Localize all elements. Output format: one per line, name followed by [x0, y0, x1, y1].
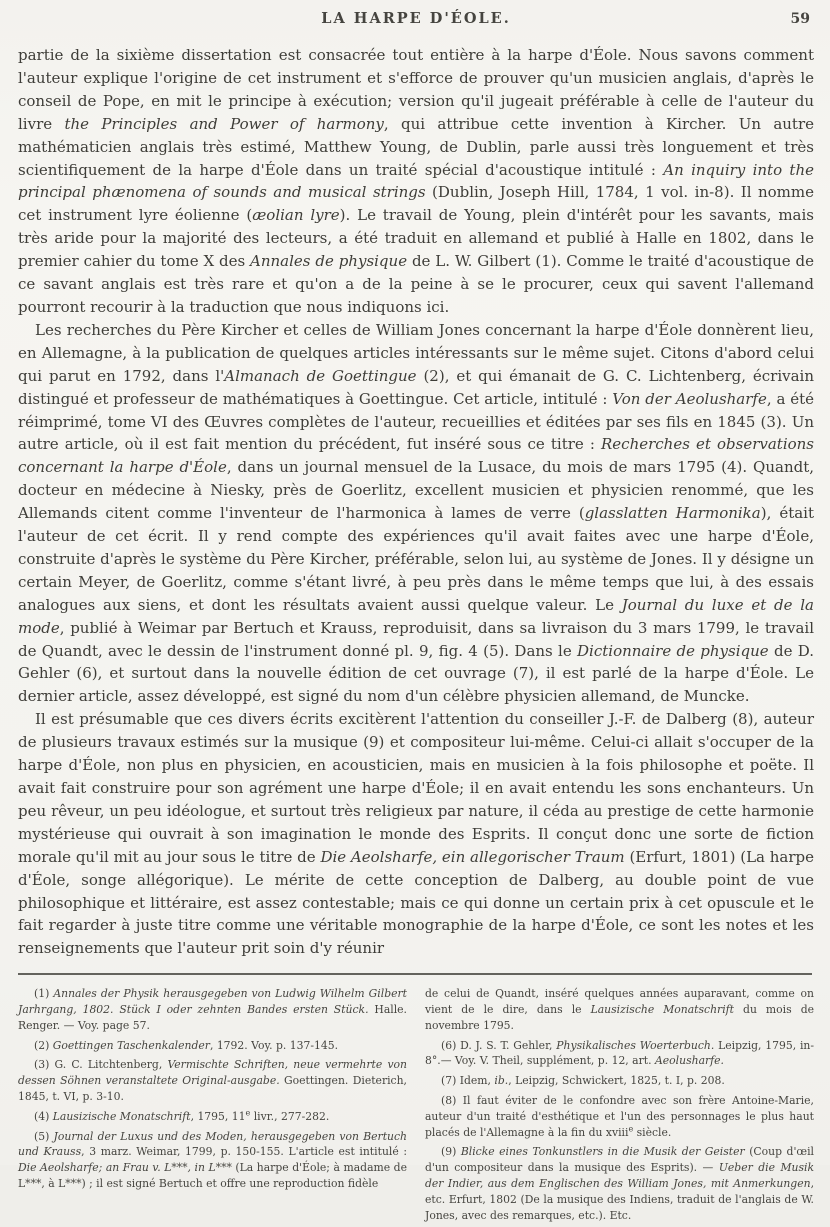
footnote-divider — [18, 973, 812, 975]
footnote-8: (8) Il faut éviter de le confondre avec son frère Antoine-Marie, auteur d'un traité d'esthétique et l'un des personnages le plus haut placés de l'Allemagne à la fin du xviii$^e$ siècle. — [425, 1094, 814, 1139]
footnote-7: (7) Idem, ib., Leipzig, Schwickert, 1825, t. I, p. 208. — [441, 1074, 725, 1088]
body-text — [18, 44, 814, 960]
footnotes-left-column — [18, 986, 407, 1227]
body-paragraph-1: partie de la sixième dissertation est consacrée tout entière à la harpe d'Éole. Nous savons comment l'auteur explique l'origine de cet instrument et s'efforce de prouver qu'un musicien anglais, d'après le conseil de Pope, en mit le principe à exécution; version qu'il jugeait préférable à celle de l'auteur du livre the Principles and Power of harmony, qui attribue cette invention à Kircher. Un autre mathématicien anglais très estimé, Matthew Young, de Dublin, parle aussi très longuement et très scientifiquement de la harpe d'Éole dans un traité spécial d'acoustique intitulé : An inquiry into the principal phænomena of sounds and musical strings (Dublin, Joseph Hill, 1784, 1 vol. in-8). Il nomme cet instrument lyre éolienne (æolian lyre). Le travail de Young, plein d'intérêt pour les savants, mais très aride pour la majorité des lecteurs, a été traduit en allemand et publié à Halle en 1802, dans le premier cahier du tome X des Annales de physique de L. W. Gilbert (1). Comme le traité d'acoustique de ce savant anglais est très rare et qu'on a de la peine à se le procurer, ceux qui savent l'allemand pourront recourir à la traduction que nous indiquons ici. — [18, 46, 815, 316]
page-number: 59 — [790, 11, 810, 27]
footnote-5-continuation: de celui de Quandt, inséré quelques années auparavant, comme on vient de le dire, dans le Lausizische Monatschrift du mois de novembre 1795. — [425, 987, 814, 1032]
body-paragraph-3: Il est présumable que ces divers écrits excitèrent l'attention du conseiller J.-F. de Dalberg (8), auteur de plusieurs travaux estimés sur la musique (9) et compositeur lui-même. Celui-ci allait s'occuper de la harpe d'Éole, non plus en physicien, en acousticien, mais en musicien à la fois philosophe et poëte. Il avait fait construire pour son agrément une harpe d'Éole; il en avait entendu les sons enchanteurs. Un peu rêveur, un peu idéologue, et surtout très religieux par nature, il céda au prestige de cette harmonie mystérieuse qui ouvrait à son imagination le monde des Esprits. Il conçut donc une sorte de fiction morale qu'il mit au jour sous le titre de Die Aeolsharfe, ein allegorischer Traum (Erfurt, 1801) (La harpe d'Éole, songe allégorique). Le mérite de cette conception de Dalberg, au double point de vue philosophique et littéraire, est assez contestable; mais ce qui donne un certain prix à cet opuscule et le fait regarder à juste titre comme une véritable monographie de la harpe d'Éole, ce sont les notes et les renseignements que l'auteur prit soin d'y réunir — [18, 710, 815, 958]
footnote-6: (6) D. J. S. T. Gehler, Physikalisches Woerterbuch. Leipzig, 1795, in-8°.— Voy. V. Theil, supplément, p. 12, art. Aeolusharfe. — [425, 1038, 814, 1068]
footnote-1: (1) Annales der Physik herausgegeben von Ludwig Wilhelm Gilbert Jarhrgang, 1802. Stück I oder zehnten Bandes ersten Stück. Halle. Renger. — Voy. page 57. — [18, 987, 407, 1032]
footnote-9: (9) Blicke eines Tonkunstlers in die Musik der Geister (Coup d'œil d'un compositeur dans la musique des Esprits). — Ueber die Musik der Indier, aus dem Englischen des William Jones, mit Anmerkungen, etc. Erfurt, 1802 (De la musique des Indiens, traduit de l'anglais de W. Jones, avec des remarques, etc.). Etc. — [425, 1145, 815, 1222]
footnote-4: (4) Lausizische Monatschrift, 1795, 11e livr., 277-282. — [34, 1108, 330, 1123]
footnotes — [18, 986, 814, 1227]
footnotes-right-column — [425, 986, 814, 1227]
page-header — [18, 10, 814, 32]
footnote-2: (2) Goettingen Taschenkalender, 1792. Voy. p. 137-145. — [34, 1038, 339, 1052]
footnote-3: (3) G. C. Litchtenberg, Vermischte Schriften, neue vermehrte von dessen Söhnen veranstaltete Original-ausgabe. Goettingen. Dieterich, 1845, t. VI, p. 3-10. — [18, 1058, 408, 1104]
body-paragraph-2: Les recherches du Père Kircher et celles de William Jones concernant la harpe d'Éole donnèrent lieu, en Allemagne, à la publication de quelques articles intéressants sur le même sujet. Citons d'abord celui qui parut en 1792, dans l'Almanach de Goettingue (2), et qui émanait de G. C. Lichtenberg, écrivain distingué et professeur de mathématiques à Goettingue. Cet article, intitulé : Von der Aeolusharfe, a été réimprimé, tome VI des Œuvres complètes de l'auteur, recueillies et éditées par ses fils en 1845 (3). Un autre article, où il est fait mention du précédent, fut inséré sous ce titre : Recherches et observations concernant la harpe d'Éole, dans un journal mensuel de la Lusace, du mois de mars 1795 (4). Quandt, docteur en médecine à Niesky, près de Goerlitz, excellent musicien et physicien renommé, que les Allemands citent comme l'inventeur de l'harmonica à lames de verre (glasslatten Harmonika), était l'auteur de cet écrit. Il y rend compte des expériences qu'il avait faites avec une harpe d'Éole, construite d'après le système du Père Kircher, préférable, selon lui, au système de Jones. Il y désigne un certain Meyer, de Goerlitz, comme s'étant livré, à peu près dans le même temps que lui, à des essais analogues aux siens, et dont les résultats avaient aussi quelque valeur. Le Journal du luxe et de la mode, publié à Weimar par Bertuch et Krauss, reproduisit, dans sa livraison du 3 mars 1799, le travail de Quandt, avec le dessin de l'instrument donné pl. 9, fig. 4 (5). Dans le Dictionnaire de physique de D. Gehler (6), et surtout dans la nouvelle édition de cet ouvrage (7), il est parlé de la harpe d'Éole. Le dernier article, assez développé, est signé du nom d'un célèbre physicien allemand, de Muncke. — [18, 320, 815, 706]
footnote-5: (5) Journal der Luxus und des Moden, herausgegeben von Bertuch und Krauss, 3 marz. Weimar, 1799, p. 150-155. L'article est intitulé : Die Aeolsharfe; an Frau v. L***, in L*** (La harpe d'Éole; à madame de L***, à L***) ; il est signé Bertuch et offre une reproduction fidèle — [18, 1129, 408, 1191]
running-title: LA HARPE D'ÉOLE. — [321, 10, 511, 27]
